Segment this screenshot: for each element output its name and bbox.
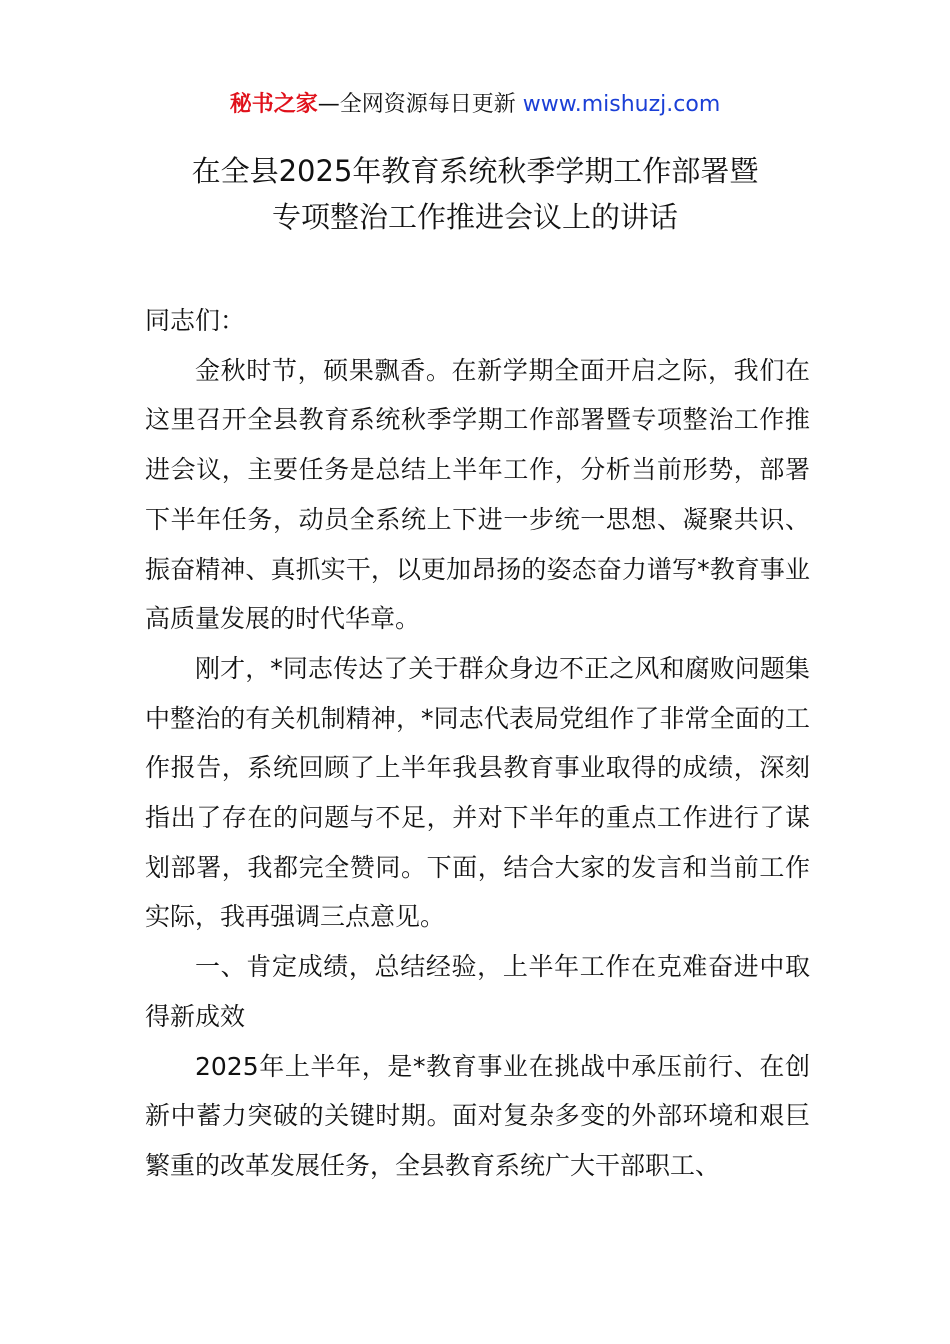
section-heading-1: 一、肯定成绩，总结经验，上半年工作在克难奋进中取得新成效: [145, 952, 810, 1031]
salutation: 同志们：: [145, 306, 246, 335]
document-body: [145, 296, 810, 1191]
title-line-2: 专项整治工作推进会议上的讲话: [271, 200, 678, 234]
header-tagline: —全网资源每日更新: [317, 92, 523, 117]
brand-name: 秘书之家: [229, 92, 318, 117]
site-header: [0, 88, 950, 122]
paragraph-intro: 金秋时节，硕果飘香。在新学期全面开启之际，我们在这里召开全县教育系统秋季学期工作部署暨专项整治工作推进会议，主要任务是总结上半年工作，分析当前形势，部署下半年任务，动员全系统上下进一步统一思想、凝聚共识、振奋精神、真抓实干，以更加昂扬的姿态奋力谱写*教育事业高质量发展的时代华章。: [145, 355, 810, 634]
title-line-1: 在全县2025年教育系统秋季学期工作部署暨: [191, 154, 759, 188]
paragraph-context: 刚才，*同志传达了关于群众身边不正之风和腐败问题集中整治的有关机制精神，*同志代表局党组作了非常全面的工作报告，系统回顾了上半年我县教育事业取得的成绩，深刻指出了存在的问题与不足，并对下半年的重点工作进行了谋划部署，我都完全赞同。下面，结合大家的发言和当前工作实际，我再强调三点意见。: [145, 653, 810, 932]
site-link[interactable]: www.mishuzj.com: [522, 92, 721, 117]
document-title: [100, 148, 850, 240]
paragraph-review: 2025年上半年，是*教育事业在挑战中承压前行、在创新中蓄力突破的关键时期。面对复杂多变的外部环境和艰巨繁重的改革发展任务，全县教育系统广大干部职工、: [145, 1051, 810, 1180]
